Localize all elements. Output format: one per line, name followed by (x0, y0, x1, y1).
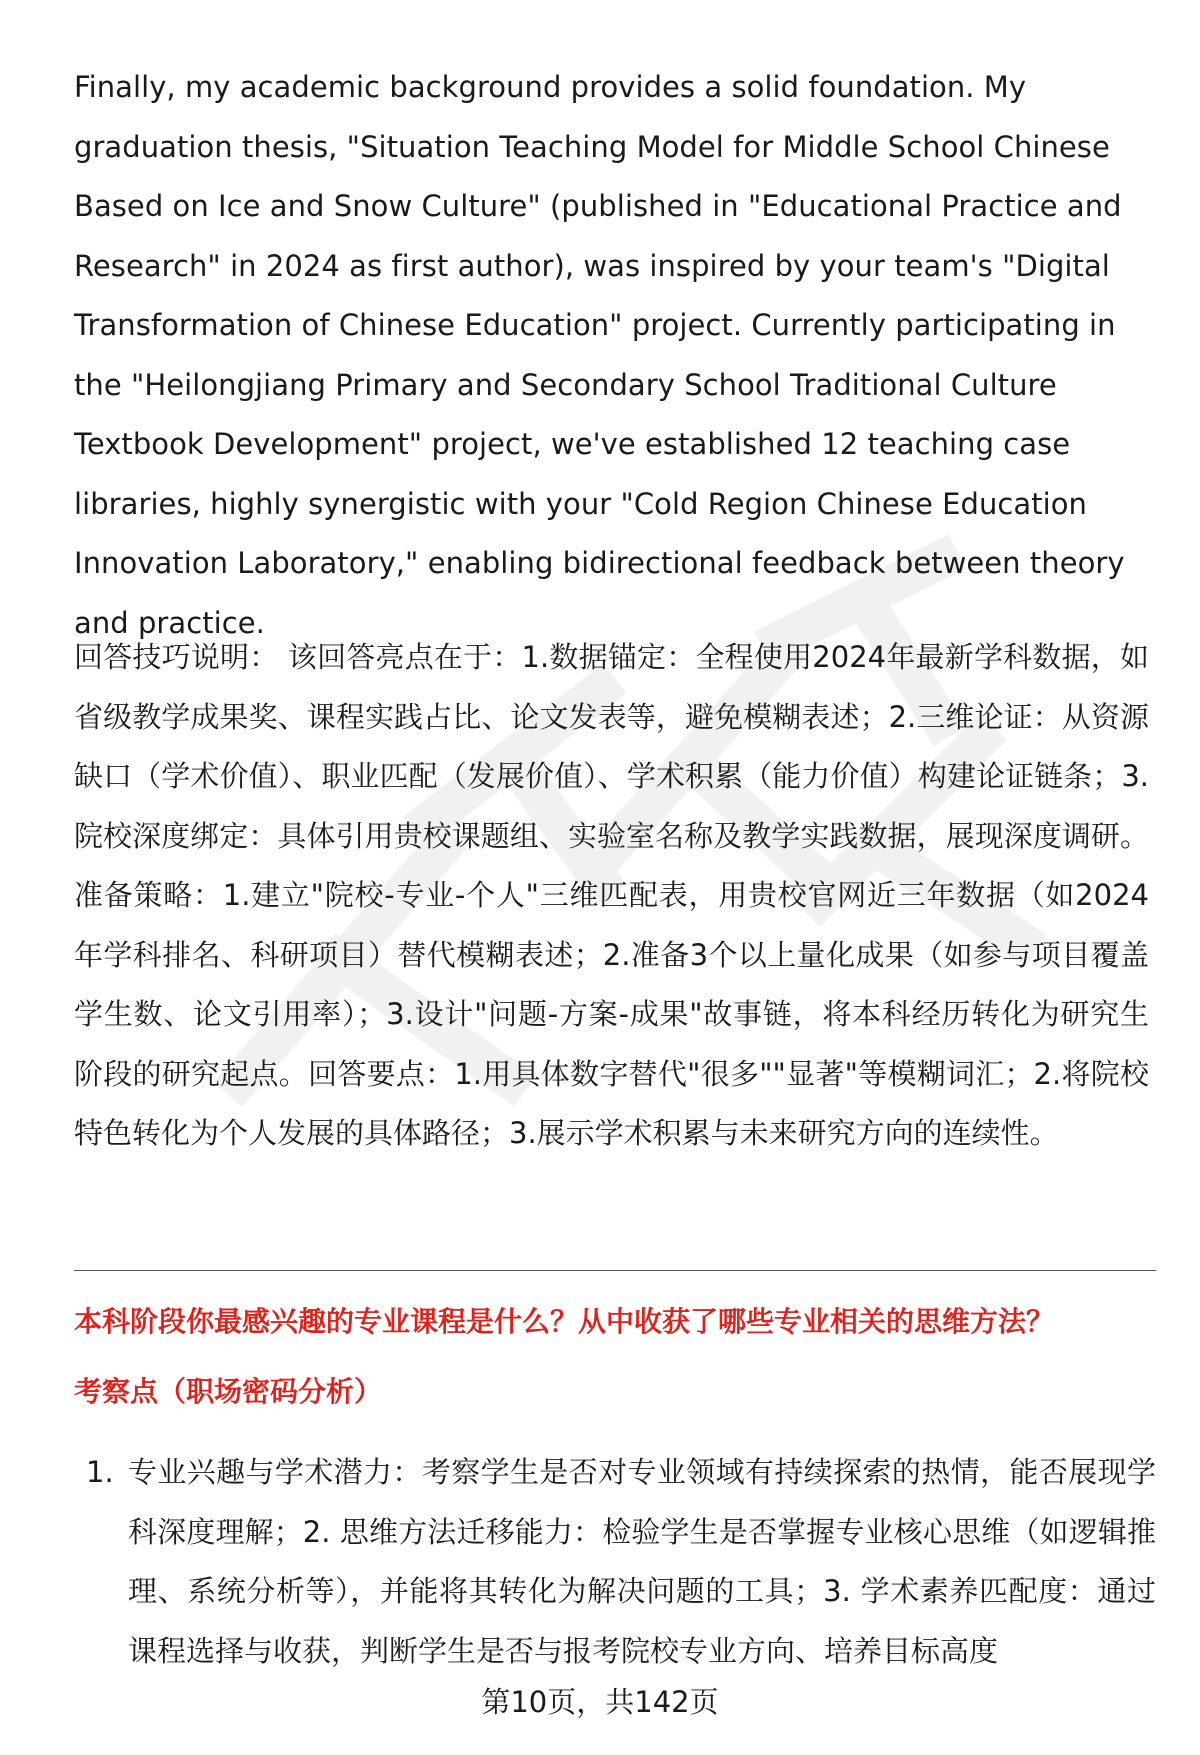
page-number-footer: 第10页，共142页 (481, 1685, 719, 1719)
list-item (74, 1443, 1156, 1681)
interview-question: 本科阶段你最感兴趣的专业课程是什么？从中收获了哪些专业相关的思维方法？ (74, 1305, 1055, 1338)
list-item-number: 1. (86, 1455, 114, 1489)
section-divider (74, 1270, 1156, 1271)
english-paragraph: Finally, my academic background provides a solid foundation. My graduation thesis, "Situation Teaching Model for Middle School Chinese Based on Ice and Snow Culture" (published in "Educational Practice and Research" in 2024 as first author), was inspired by your team's "Digital Transformation of Chinese Education" project. Currently participating in the "Heilongjiang Primary and Secondary School Traditional Culture Textbook Development" project, we've established 12 teaching case libraries, highly synergistic with your "Cold Region Chinese Education Innovation Laboratory," enabling bidirectional feedback between theory and practice. (74, 70, 1125, 640)
assessment-points-heading: 考察点（职场密码分析） (74, 1375, 383, 1408)
list-item-text: 专业兴趣与学术潜力：考察学生是否对专业领域有持续探索的热情，能否展现学科深度理解；2. 思维方法迁移能力：检验学生是否掌握专业核心思维（如逻辑推理、系统分析等），并能将其转化为解决问题的工具；3. 学术素养匹配度：通过课程选择与收获，判断学生是否与报考院校专业方向、培养目标高度 (128, 1455, 1156, 1668)
answer-tips-paragraph: 回答技巧说明： 该回答亮点在于：1.数据锚定：全程使用2024年最新学科数据，如省级教学成果奖、课程实践占比、论文发表等，避免模糊表述；2.三维论证：从资源缺口（学术价值）、职业匹配（发展价值）、学术积累（能力价值）构建论证链条；3.院校深度绑定：具体引用贵校课题组、实验室名称及教学实践数据，展现深度调研。准备策略：1.建立"院校-专业-个人"三维匹配表，用贵校官网近三年数据（如2024年学科排名、科研项目）替代模糊表述；2.准备3个以上量化成果（如参与项目覆盖学生数、论文引用率）；3.设计"问题-方案-成果"故事链，将本科经历转化为研究生阶段的研究起点。回答要点：1.用具体数字替代"很多""显著"等模糊词汇；2.将院校特色转化为个人发展的具体路径；3.展示学术积累与未来研究方向的连续性。 (74, 640, 1149, 1150)
assessment-points-list (74, 1443, 1156, 1681)
